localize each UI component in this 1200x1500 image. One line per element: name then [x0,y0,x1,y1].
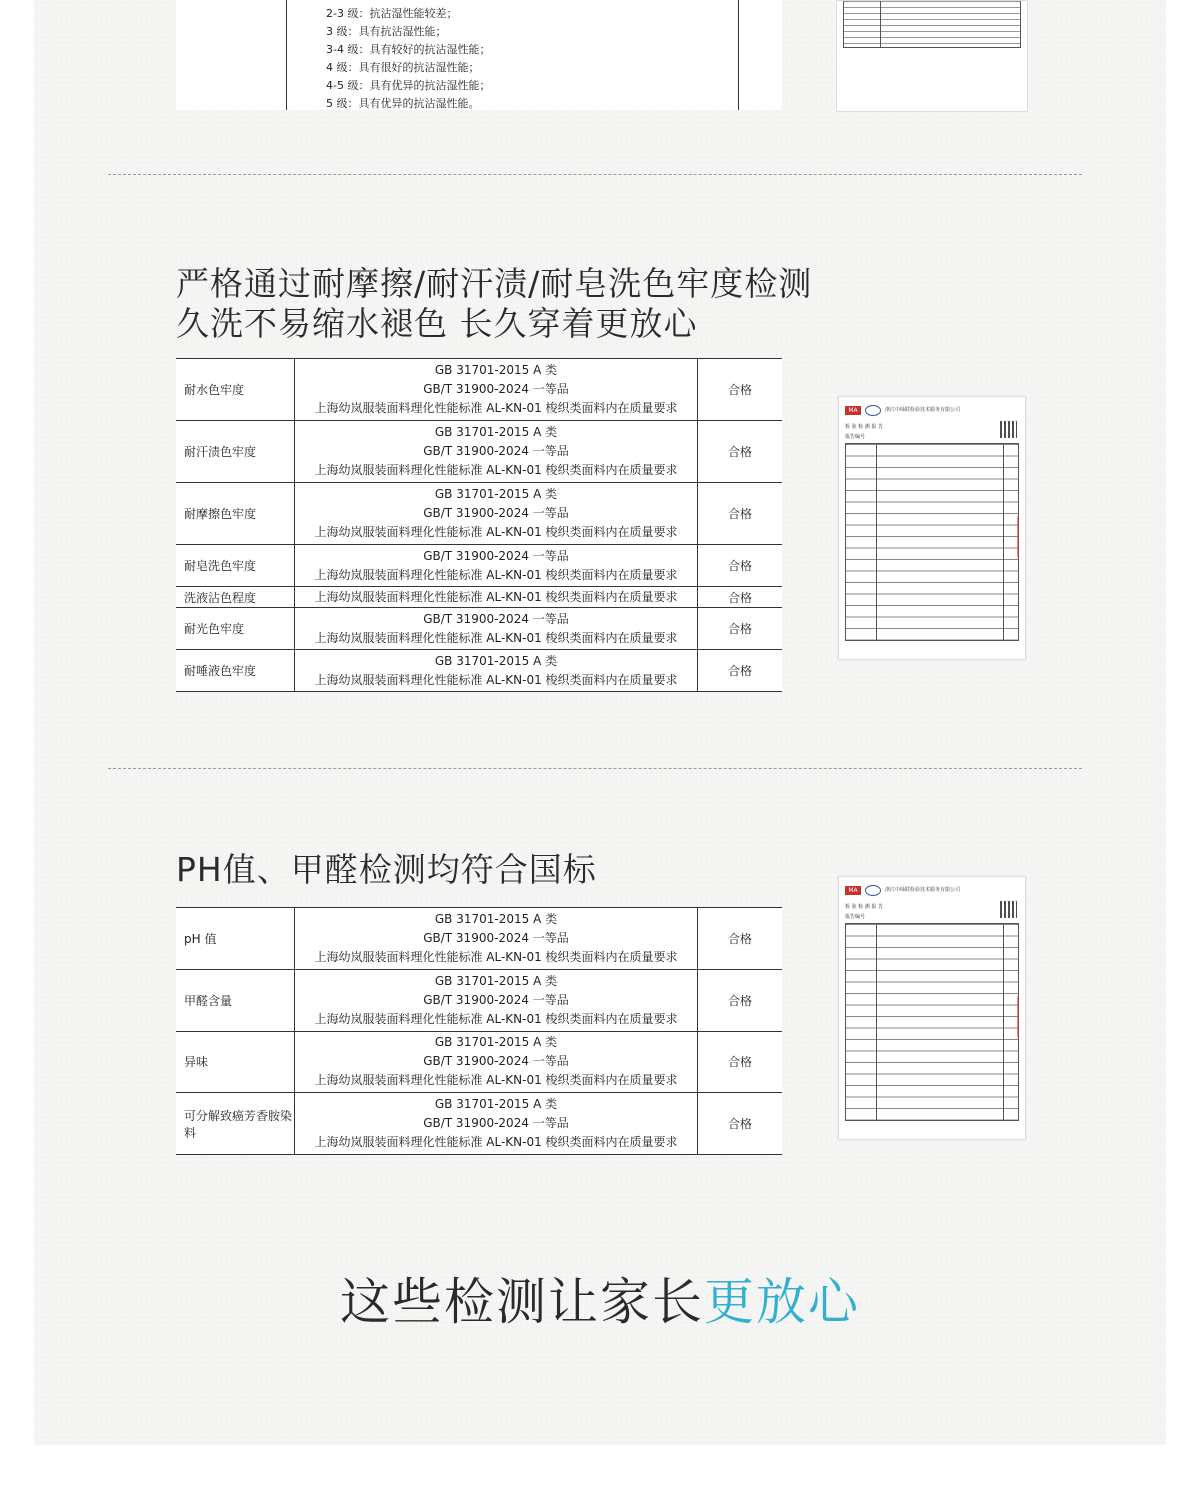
table-row [176,359,782,421]
test-item-name: 耐水色牢度 [176,359,295,421]
report-header [845,403,1019,417]
report-title: 检 验 检 测 报 告 [845,904,883,910]
test-result: 合格 [698,1093,783,1155]
test-item-name: pH 值 [176,908,295,970]
standard-line: GB/T 31900-2024 一等品 [423,444,569,459]
grade-line: 2-3 级：抗沾湿性能较差； [326,7,458,20]
standard-line: GB/T 31900-2024 一等品 [423,506,569,521]
section-divider [108,174,1082,175]
table-row [176,587,782,608]
grade-line: 3-4 级：具有较好的抗沾湿性能； [326,43,491,56]
standard-line: GB 31701-2015 A 类 [434,1097,558,1112]
section-heading: PH值、甲醛检测均符合国标 [176,850,597,889]
test-item-name: 异味 [176,1031,295,1093]
test-standards [295,421,698,483]
standard-line: 上海幼岚服装面料理化性能标准 AL-KN-01 梭织类面料内在质量要求 [314,401,678,416]
test-item-name: 耐唾液色牢度 [176,650,295,692]
table-row [176,608,782,650]
test-result: 合格 [698,587,783,608]
qr-code-icon [1000,421,1017,438]
standard-line: GB 31701-2015 A 类 [434,653,558,668]
cnas-logo-icon [865,405,881,416]
test-result: 合格 [698,969,783,1031]
ph-formaldehyde-table [176,907,782,1155]
test-standards [295,483,698,545]
heading-line: 严格通过耐摩擦/耐汗渍/耐皂洗色牢度检测 [176,264,813,303]
test-result: 合格 [698,421,783,483]
test-standards [295,359,698,421]
standard-line: GB 31701-2015 A 类 [434,487,558,502]
table-divider [286,0,287,110]
page-background [34,0,1166,1445]
standard-line: 上海幼岚服装面料理化性能标准 AL-KN-01 梭织类面料内在质量要求 [314,567,678,582]
test-result: 合格 [698,483,783,545]
test-item-name: 耐皂洗色牢度 [176,545,295,587]
standard-line: 上海幼岚服装面料理化性能标准 AL-KN-01 梭织类面料内在质量要求 [314,672,678,687]
test-item-name: 耐汗渍色牢度 [176,421,295,483]
test-standards [295,608,698,650]
test-result: 合格 [698,650,783,692]
standard-line: 上海幼岚服装面料理化性能标准 AL-KN-01 梭织类面料内在质量要求 [314,1073,678,1088]
test-result: 合格 [698,608,783,650]
standard-line: GB/T 31900-2024 一等品 [423,930,569,945]
test-report-thumbnail [838,396,1026,660]
standard-line: GB 31701-2015 A 类 [434,1035,558,1050]
table-row [176,650,782,692]
qr-code-icon [1000,901,1017,918]
test-standards [295,587,698,608]
test-result: 合格 [698,359,783,421]
standard-line: 上海幼岚服装面料理化性能标准 AL-KN-01 梭织类面料内在质量要求 [314,1011,678,1026]
grade-list [326,5,490,113]
slogan-text: 这些检测让家长 [340,1273,704,1331]
standard-line: GB 31701-2015 A 类 [434,973,558,988]
cma-logo-icon: MA [845,406,861,415]
table-row [176,969,782,1031]
grade-line: 5 级：具有优异的抗沾湿性能。 [326,97,480,110]
report-org: 浙江中绿联检验技术服务有限公司 [885,407,961,413]
test-standards [295,969,698,1031]
report-header [845,883,1019,897]
table-divider [738,0,739,110]
table-row [176,1093,782,1155]
standard-line: 上海幼岚服装面料理化性能标准 AL-KN-01 梭织类面料内在质量要求 [314,949,678,964]
seal-stamp [1017,517,1027,557]
slogan-highlight: 更放心 [704,1273,860,1331]
closing-slogan [0,1270,1200,1334]
report-number-label: 报告编号 [845,914,866,920]
report-table [843,1,1021,48]
test-item-name: 洗液沾色程度 [176,587,295,608]
grade-line: 4-5 级：具有优异的抗沾湿性能； [326,79,491,92]
test-standards [295,1031,698,1093]
table-row [176,908,782,970]
test-standards [295,1093,698,1155]
cma-logo-icon: MA [845,886,861,895]
seal-stamp [1017,997,1027,1037]
section-divider [108,768,1082,769]
test-standards [295,908,698,970]
section-heading [176,264,812,344]
standard-line: GB/T 31900-2024 一等品 [423,1116,569,1131]
standard-line: 上海幼岚服装面料理化性能标准 AL-KN-01 梭织类面料内在质量要求 [314,463,678,478]
standard-line: 上海幼岚服装面料理化性能标准 AL-KN-01 梭织类面料内在质量要求 [314,589,678,604]
report-title: 检 验 检 测 报 告 [845,424,883,430]
test-result: 合格 [698,1031,783,1093]
table-row [176,545,782,587]
test-item-name: 耐光色牢度 [176,608,295,650]
standard-line: GB/T 31900-2024 一等品 [423,992,569,1007]
test-report-thumbnail [838,876,1026,1140]
report-number-label: 报告编号 [845,434,866,440]
standard-line: GB/T 31900-2024 一等品 [423,548,569,563]
standard-line: 上海幼岚服装面料理化性能标准 AL-KN-01 梭织类面料内在质量要求 [314,525,678,540]
test-item-name: 耐摩擦色牢度 [176,483,295,545]
table-row [176,421,782,483]
standard-line: GB 31701-2015 A 类 [434,911,558,926]
test-result: 合格 [698,908,783,970]
test-standards [295,650,698,692]
standard-line: GB/T 31900-2024 一等品 [423,1054,569,1069]
test-report-thumbnail [836,0,1028,112]
report-table [845,923,1019,1121]
table-row [176,483,782,545]
standard-line: 上海幼岚服装面料理化性能标准 AL-KN-01 梭织类面料内在质量要求 [314,630,678,645]
standard-line: GB 31701-2015 A 类 [434,425,558,440]
report-table [845,443,1019,641]
grade-line: 4 级：具有很好的抗沾湿性能； [326,61,480,74]
standard-line: 上海幼岚服装面料理化性能标准 AL-KN-01 梭织类面料内在质量要求 [314,1135,678,1150]
wetting-grade-table [176,0,782,110]
test-standards [295,545,698,587]
cnas-logo-icon [865,885,881,896]
report-org: 浙江中绿联检验技术服务有限公司 [885,887,961,893]
test-item-name: 可分解致癌芳香胺染料 [176,1093,295,1155]
heading-line: 久洗不易缩水褪色 长久穿着更放心 [176,304,698,343]
grade-line: 3 级：具有抗沾湿性能； [326,25,447,38]
test-result: 合格 [698,545,783,587]
standard-line: GB/T 31900-2024 一等品 [423,611,569,626]
test-item-name: 甲醛含量 [176,969,295,1031]
standard-line: GB/T 31900-2024 一等品 [423,382,569,397]
standard-line: GB 31701-2015 A 类 [434,363,558,378]
colorfastness-table [176,358,782,692]
table-row [176,1031,782,1093]
